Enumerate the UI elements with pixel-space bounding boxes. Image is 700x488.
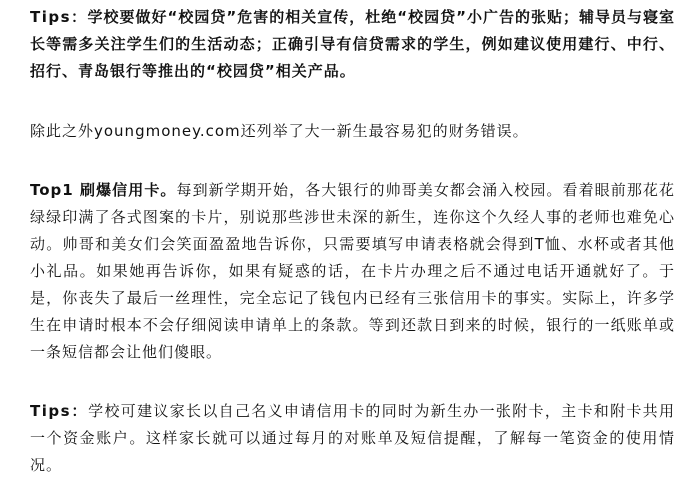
tips-label: Tips：	[30, 402, 89, 420]
tips-label: Tips：	[30, 8, 88, 26]
tips-paragraph-school	[30, 4, 675, 85]
top1-heading: Top1 刷爆信用卡。	[30, 181, 177, 199]
top1-text: 每到新学期开始，各大银行的帅哥美女都会涌入校园。看着眼前那花花绿绿印满了各式图案的卡片，别说那些涉世未深的新生，连你这个久经人事的老师也难免心动。帅哥和美女们会笑面盈盈地告诉你，只需要填写申请表格就会得到T恤、水杯或者其他小礼品。如果她再告诉你，如果有疑惑的话，在卡片办理之后不通过电话开通就好了。于是，你丧失了最后一丝理性，完全忘记了钱包内已经有三张信用卡的事实。实际上，许多学生在申请时根本不会仔细阅读申请单上的条款。等到还款日到来的时候，银行的一纸账单或一条短信都会让他们傻眼。	[30, 181, 675, 361]
tips-text: 学校要做好“校园贷”危害的相关宣传，杜绝“校园贷”小广告的张贴；辅导员与寝室长等需多关注学生们的生活动态；正确引导有信贷需求的学生，例如建议使用建行、中行、招行、青岛银行等推出的“校园贷”相关产品。	[30, 8, 675, 80]
intro-paragraph: 除此之外youngmoney.com还列举了大一新生最容易犯的财务错误。	[30, 122, 529, 140]
tips-text: 学校可建议家长以自己名义申请信用卡的同时为新生办一张附卡，主卡和附卡共用一个资金账户。这样家长就可以通过每月的对账单及短信提醒，了解每一笔资金的使用情况。	[30, 402, 675, 474]
top1-paragraph	[30, 177, 675, 366]
tips-paragraph-parents	[30, 398, 675, 479]
